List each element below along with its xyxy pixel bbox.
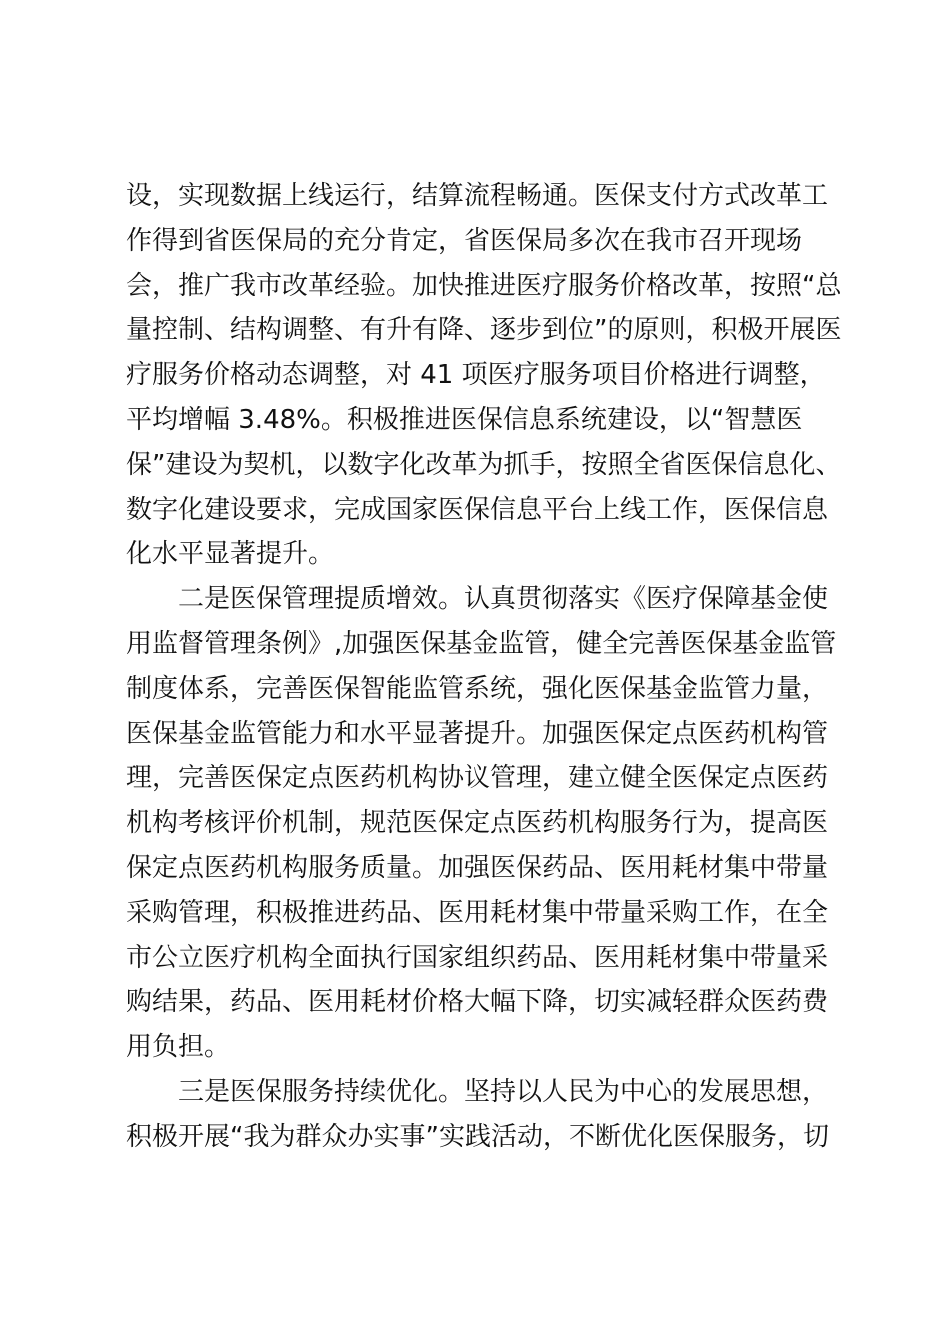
text-line: 疗服务价格动态调整，对 41 项医疗服务项目价格进行调整， <box>126 360 826 391</box>
text-line: 市公立医疗机构全面执行国家组织药品、医用耗材集中带量采 <box>126 942 829 973</box>
text-line: 制度体系，完善医保智能监管系统，强化医保基金监管力量， <box>126 673 829 704</box>
text-line: 保定点医药机构服务质量。加强医保药品、医用耗材集中带量 <box>126 852 829 883</box>
text-line: 设，实现数据上线运行，结算流程畅通。医保支付方式改革工 <box>126 181 829 211</box>
text-line: 机构考核评价机制，规范医保定点医药机构服务行为，提高医 <box>126 808 829 839</box>
text-line: 数字化建设要求，完成国家医保信息平台上线工作，医保信息 <box>126 494 829 525</box>
document-body <box>126 174 842 1160</box>
text-line: 作得到省医保局的充分肯定，省医保局多次在我市召开现场 <box>126 225 803 256</box>
text-line: 用负担。 <box>126 1032 231 1063</box>
text-line: 二是医保管理提质增效。认真贯彻落实《医疗保障基金使 <box>178 584 829 615</box>
text-line: 医保基金监管能力和水平显著提升。加强医保定点医药机构管 <box>126 718 829 749</box>
text-line: 积极开展“我为群众办实事”实践活动，不断优化医保服务，切 <box>126 1121 829 1152</box>
text-line: 采购管理，积极推进药品、医用耗材集中带量采购工作，在全 <box>126 897 829 928</box>
text-line: 保”建设为契机，以数字化改革为抓手，按照全省医保信息化、 <box>126 449 842 480</box>
paragraph-3 <box>126 1070 832 1160</box>
paragraph-2 <box>126 577 837 1070</box>
text-line: 三是医保服务持续优化。坚持以人民为中心的发展思想， <box>178 1076 829 1107</box>
text-line: 购结果，药品、医用耗材价格大幅下降，切实减轻群众医药费 <box>126 987 829 1018</box>
text-line: 量控制、结构调整、有升有降、逐步到位”的原则，积极开展医 <box>126 315 842 346</box>
text-line: 会，推广我市改革经验。加快推进医疗服务价格改革，按照“总 <box>126 270 842 301</box>
text-line: 用监督管理条例》,加强医保基金监管，健全完善医保基金监管 <box>126 628 837 659</box>
text-line: 平均增幅 3.48%。积极推进医保信息系统建设，以“智慧医 <box>126 404 803 435</box>
paragraph-1 <box>126 174 842 577</box>
text-line: 化水平显著提升。 <box>126 539 335 570</box>
text-line: 理，完善医保定点医药机构协议管理，建立健全医保定点医药 <box>126 763 829 794</box>
